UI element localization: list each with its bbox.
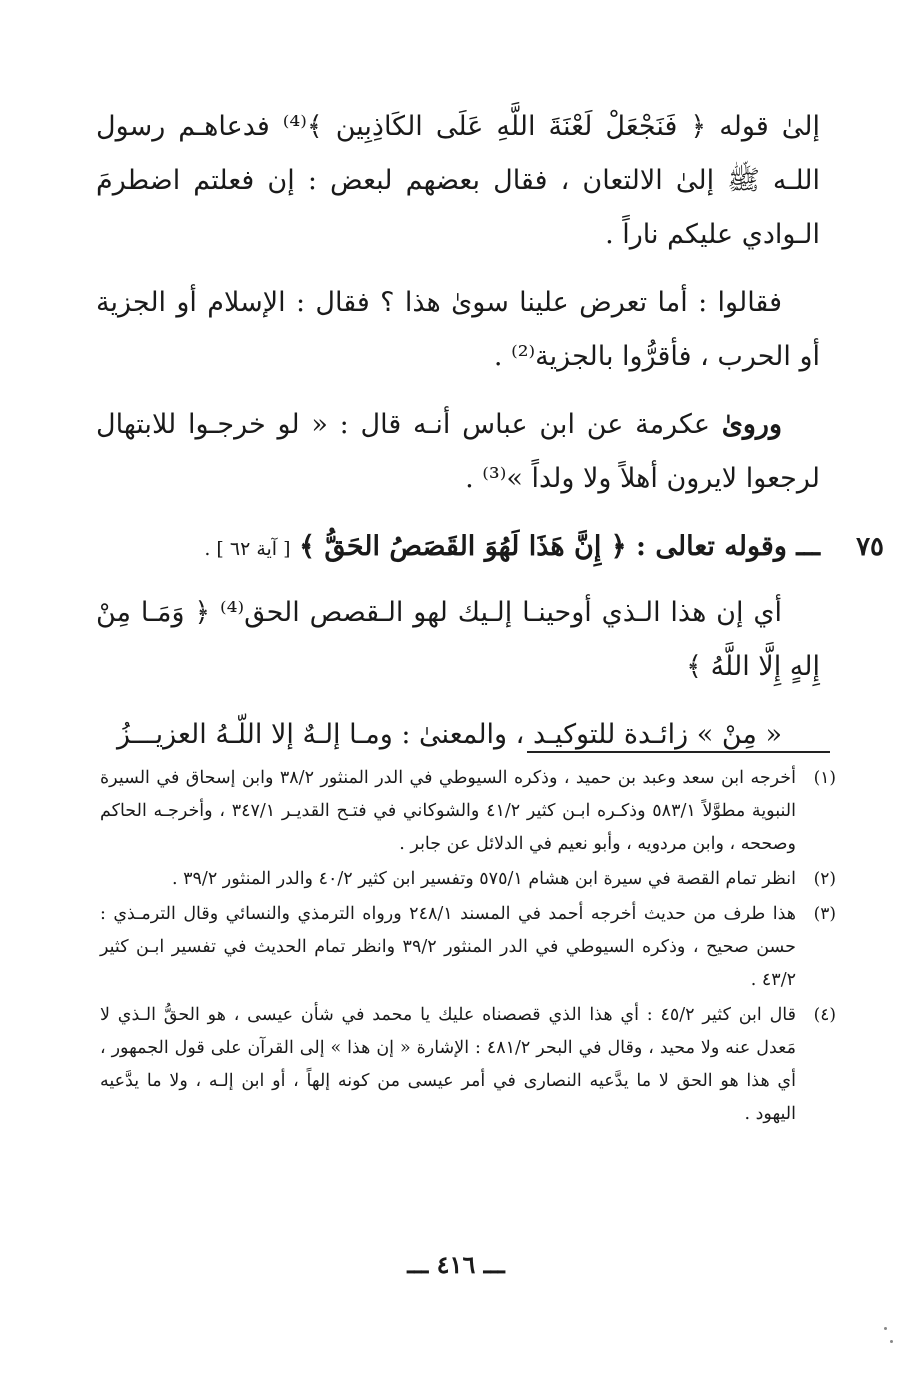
paragraph-3 bbox=[96, 398, 820, 506]
paragraph-5: « مِنْ » زائـدة للتوكيـد ، والمعنىٰ : ومـا إلـهٌ إلا اللّـهُ العزيـــزُ bbox=[116, 719, 782, 750]
paragraph-4: أي إن هذا الـذي أوحينـا إلـيك لهو الـقصص الحق⁽⁴⁾ ﴿ وَمَـا مِنْ إِلهٍ إِلَّا اللَّهُ ﴾ bbox=[96, 597, 820, 682]
footnote-number: (١) bbox=[813, 768, 836, 788]
footnote-text: قال ابن كثير ٤٥/٢ : أي هذا الذي قصصناه عليك يا محمد في شأن عيسى ، هو الحقُّ الـذي لا مَعدل عنه ولا محيد ، وقال في البحر ٤٨١/٢ : الإشارة « إن هذا » إلى القرآن على قول الجمهور ، أي هذا هو الحق لا ما يدَّعيه النصارى في أمر عيسى من كونه إلهاً ، أو ابن إلـه ، ولا ما يدَّعيه اليهود . bbox=[100, 1005, 796, 1124]
footnote-4 bbox=[100, 999, 836, 1131]
footnote-1 bbox=[100, 762, 836, 861]
paragraph-3-body: عكرمة عن ابن عباس أنـه قال : « لو خرجـوا للابتهال لرجعوا لايرون أهلاً ولا ولداً »⁽³⁾ . bbox=[96, 409, 820, 494]
main-text bbox=[96, 100, 884, 776]
footnote-number: (٤) bbox=[813, 1005, 836, 1025]
footnote-text: هذا طرف من حديث أخرجه أحمد في المسند ٢٤٨/١ ورواه الترمذي والنسائي وقال الترمـذي : حسن صحيح ، وذكره السيوطي في الدر المنثور ٣٩/٢ وانظر تمام الحديث في تفسير ابـن كثير ٤٣/٢ . bbox=[100, 904, 797, 990]
verse-heading-text: ـــ وقوله تعالى : ﴿ إِنَّ هَذَا لَهُوَ القَصَصُ الحَقُّ ﴾ bbox=[299, 531, 820, 562]
footnote-number: (٣) bbox=[813, 904, 836, 924]
paragraph-2: فقالوا : أما تعرض علينا سوىٰ هذا ؟ فقال : الإسلام أو الجزية أو الحرب ، فأقرُّوا بالجزية⁽²⁾ . bbox=[96, 287, 820, 372]
footnote-3 bbox=[100, 898, 836, 997]
page-number: ـــ ٤١٦ ـــ bbox=[407, 1250, 505, 1279]
paragraph-3-lead: وروىٰ bbox=[721, 409, 782, 440]
verse-heading-reference: [ آية ٦٢ ] . bbox=[204, 538, 291, 560]
paragraph-1: إلىٰ قوله ﴿ فَنَجْعَلْ لَعْنَةَ اللَّهِ عَلَى الكَاذِبِين ﴾⁽⁴⁾ فدعاهـم رسول اللـه ﷺ إلىٰ الالتعان ، فقال بعضهم لبعض : إن فعلتم اضطرمَ الـوادي عليكم ناراً . bbox=[96, 111, 821, 250]
verse-heading bbox=[96, 520, 884, 576]
footnote-number: (٢) bbox=[813, 869, 836, 889]
footnote-text: انظر تمام القصة في سيرة ابن هشام ٥٧٥/١ وتفسير ابن كثير ٤٠/٢ والدر المنثور ٣٩/٢ . bbox=[171, 869, 796, 889]
footnote-2 bbox=[100, 863, 836, 896]
footnotes bbox=[100, 762, 836, 1133]
scan-speck bbox=[884, 1327, 887, 1330]
footnote-separator bbox=[527, 751, 830, 753]
verse-heading-number: ٧٥ bbox=[856, 532, 884, 562]
scan-speck bbox=[890, 1340, 893, 1343]
footnote-text: أخرجه ابن سعد وعبد بن حميد ، وذكره السيوطي في الدر المنثور ٣٨/٢ وابن إسحاق في السيرة النبوية مطوَّلاً ٥٨٣/١ وذكـره ابـن كثير ٤١/٢ والشوكاني في فتـح القديـر ٣٤٧/١ ، وأخرجـه الحاكم وصححه ، وابن مردويه ، وأبو نعيم في الدلائل عن جابر . bbox=[100, 768, 796, 854]
